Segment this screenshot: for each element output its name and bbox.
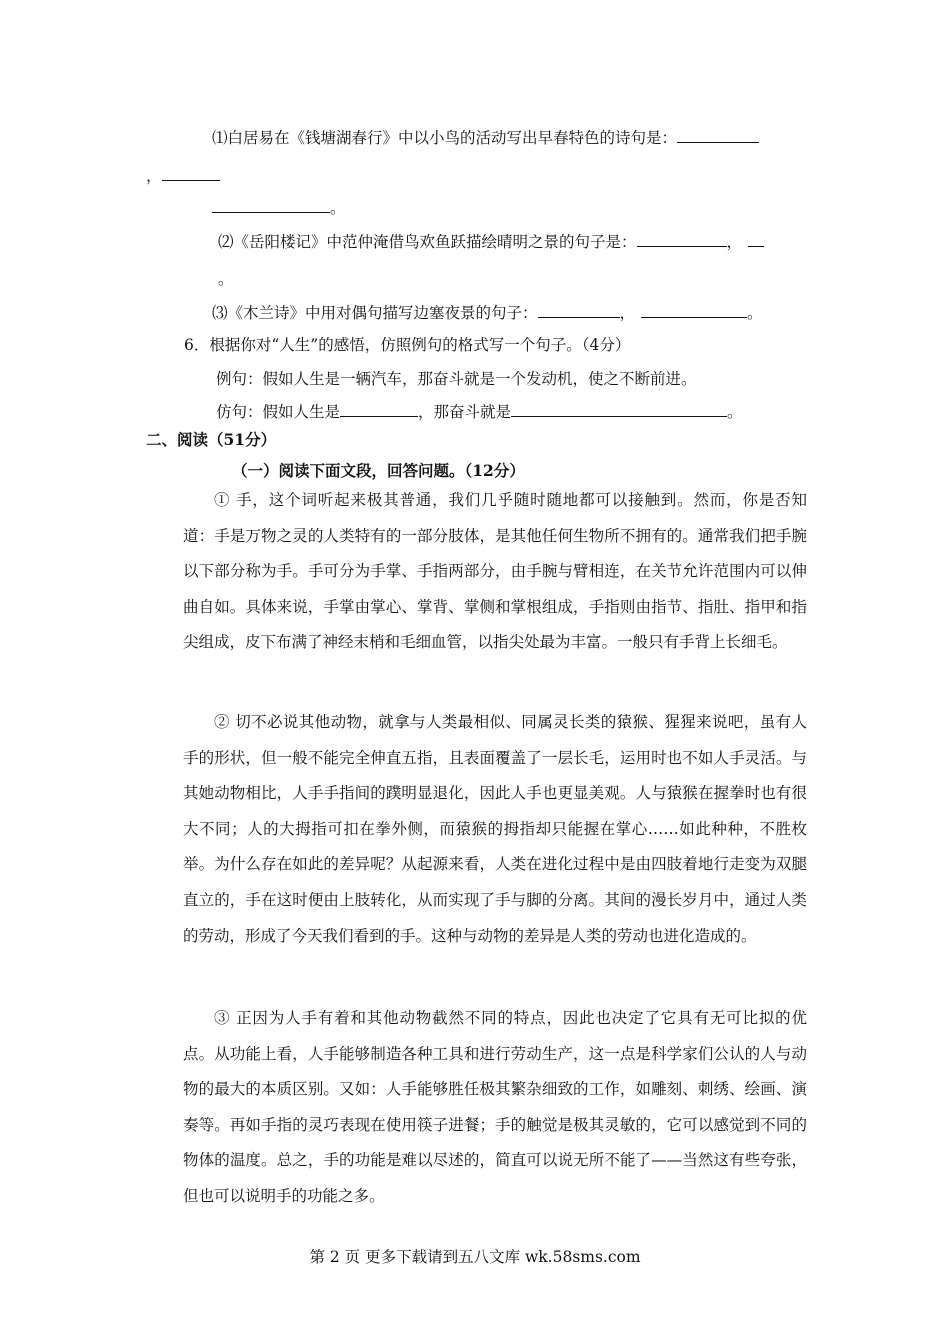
fill-in-question-1: [212, 127, 759, 149]
fill-in-question-3: [212, 302, 763, 324]
question-1-end: 。: [330, 199, 346, 217]
question-1-comma: ，: [146, 167, 162, 185]
fill-in-question-2: [218, 231, 764, 253]
question-1-text: ⑴白居易在《钱塘湖春行》中以小鸟的活动写出早春特色的诗句是：: [212, 129, 678, 147]
question-6-imitation: [216, 401, 743, 423]
fill-in-question-1-end: [212, 197, 346, 219]
imitation-end: 。: [727, 403, 743, 421]
answer-blank-1b[interactable]: [162, 165, 220, 181]
question-2-text: ⑵《岳阳楼记》中范仲淹借鸟欢鱼跃描绘晴明之景的句子是：: [218, 233, 637, 251]
question-3-end: 。: [747, 304, 763, 322]
question-2-comma: ，: [726, 233, 743, 251]
answer-blank-2a[interactable]: [637, 231, 727, 247]
page-footer: 第 2 页 更多下载请到五八文库 wk.58sms.com: [309, 1248, 641, 1266]
question-2-end: 。: [218, 270, 234, 288]
answer-blank-2b[interactable]: [748, 231, 764, 247]
question-6-prompt: 6．根据你对“人生”的感悟，仿照例句的格式写一个句子。（4分）: [184, 336, 631, 354]
passage-paragraph-2: ② 切不必说其他动物，就拿与人类最相似、同属灵长类的猿猴、猩猩来说吧，虽有人手的形状，但一般不能完全伸直五指，且表面覆盖了一层长毛，运用时也不如人手灵活。与其她动物相比，人手手指间的蹼明显退化，因此人手也更显美观。人与猿猴在握拳时也有很大不同；人的大拇指可扣在拳外侧，而猿猴的拇指却只能握在掌心……如此种种，不胜枚举。为什么存在如此的差异呢？从起源来看，人类在进化过程中是由四肢着地行走变为双腿直立的，手在这时便由上肢转化，从而实现了手与脚的分离。其间的漫长岁月中，通过人类的劳动，形成了今天我们看到的手。这种与动物的差异是人类的劳动也进化造成的。: [183, 713, 807, 945]
imitation-mid: ，那奋斗就是: [418, 403, 512, 421]
imitation-blank-1[interactable]: [340, 401, 418, 417]
passage-paragraph-3: ③ 正因为人手有着和其他动物截然不同的特点，因此也决定了它具有无可比拟的优点。从功能上看，人手能够制造各种工具和进行劳动生产，这一点是科学家们公认的人与动物的最大的本质区别。又如：人手能够胜任极其繁杂细致的工作，如雕刻、刺绣、绘画、演奏等。再如手指的灵巧表现在使用筷子进餐；手的触觉是极其灵敏的，它可以感觉到不同的物体的温度。总之，手的功能是难以尽述的，简直可以说无所不能了——当然这有些夸张，但也可以说明手的功能之多。: [183, 1009, 807, 1205]
answer-blank-1a[interactable]: [677, 127, 759, 143]
answer-blank-3a[interactable]: [538, 302, 620, 318]
fill-in-question-1-cont: [146, 165, 220, 187]
fill-in-question-2-end: [218, 268, 234, 290]
passage-paragraph-1: ① 手，这个词听起来极其普通，我们几乎随时随地都可以接触到。然而，你是否知道：手是万物之灵的人类特有的一部分肢体，是其他任何生物所不拥有的。通常我们把手腕以下部分称为手。手可分为手掌、手指两部分，由手腕与臂相连，在关节允许范围内可以伸曲自如。具体来说，手掌由掌心、掌背、掌侧和掌根组成，手指则由指节、指肚、指甲和指尖组成，皮下布满了神经末梢和毛细血管，以指尖处最为丰富。一般只有手背上长细毛。: [183, 491, 807, 652]
question-3-comma: ，: [619, 304, 636, 322]
question-3-text: ⑶《木兰诗》中用对偶句描写边塞夜景的句子：: [212, 304, 538, 322]
answer-blank-3b[interactable]: [641, 302, 747, 318]
imitation-blank-2[interactable]: [511, 401, 727, 417]
answer-blank-1c[interactable]: [212, 197, 330, 213]
section-heading: 二、阅读（51分）: [146, 430, 277, 449]
question-6-example: 例句：假如人生是一辆汽车，那奋斗就是一个发动机，使之不断前进。: [216, 370, 697, 388]
section-subheading: （一）阅读下面文段，回答问题。（12分）: [232, 461, 525, 480]
imitation-start: 仿句：假如人生是: [216, 403, 341, 421]
